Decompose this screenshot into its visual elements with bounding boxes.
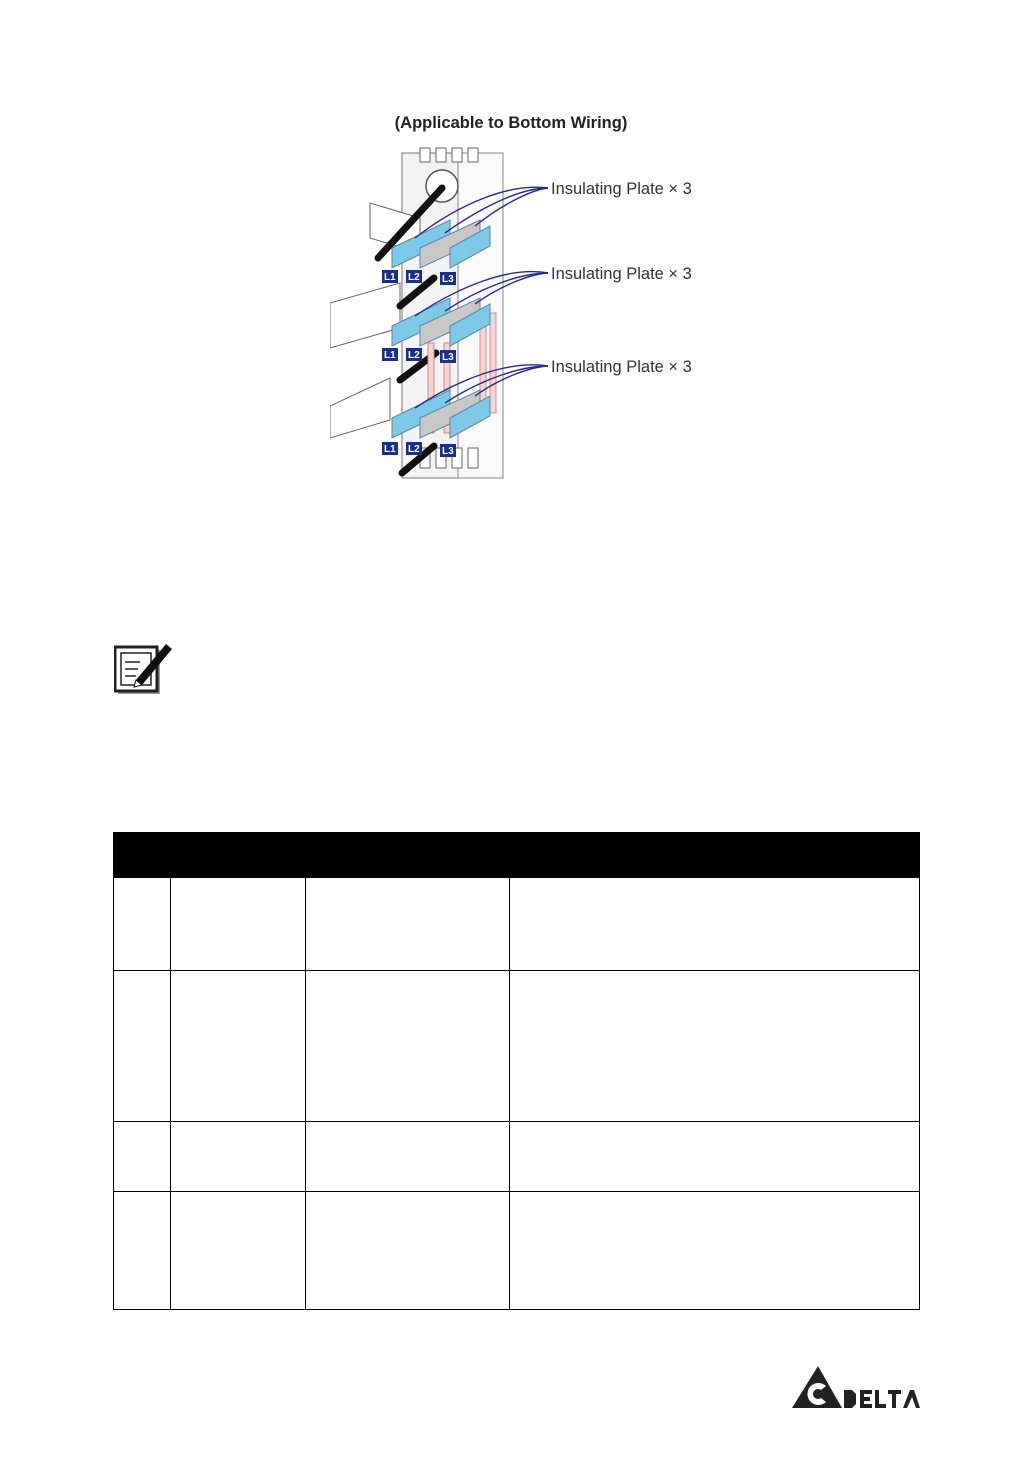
table-cell (510, 1192, 920, 1310)
phase-label-l2: L2 (408, 350, 420, 361)
bottom-wiring-diagram (330, 108, 705, 483)
table-row (114, 971, 920, 1122)
note-pencil-icon (114, 642, 176, 696)
table-cell (306, 1122, 510, 1192)
callout-insulating-plate-middle: Insulating Plate × 3 (551, 265, 692, 283)
table-cell (510, 878, 920, 971)
phase-label-l1: L1 (384, 444, 396, 455)
phase-label-l2: L2 (408, 444, 420, 455)
table-cell (306, 971, 510, 1122)
figure-title: (Applicable to Bottom Wiring) (394, 114, 628, 132)
phase-label-l3: L3 (442, 446, 454, 457)
table-header-row (114, 833, 920, 878)
table-cell (306, 1192, 510, 1310)
table-cell (510, 971, 920, 1122)
phase-label-l1: L1 (384, 272, 396, 283)
spec-table (113, 832, 920, 1310)
table-cell (114, 878, 171, 971)
table-row (114, 1122, 920, 1192)
table-cell (306, 878, 510, 971)
table-cell (171, 971, 306, 1122)
table-cell (114, 971, 171, 1122)
table-row (114, 878, 920, 971)
phase-label-l3: L3 (442, 352, 454, 363)
delta-logo-icon (790, 1364, 922, 1412)
table-header-cell (510, 833, 920, 878)
table-cell (171, 878, 306, 971)
table-header-cell (114, 833, 171, 878)
table-cell (510, 1122, 920, 1192)
phase-label-l3: L3 (442, 274, 454, 285)
table-header-cell (306, 833, 510, 878)
table-cell (171, 1122, 306, 1192)
table-cell (114, 1192, 171, 1310)
callout-insulating-plate-top: Insulating Plate × 3 (551, 180, 692, 198)
table-header-cell (171, 833, 306, 878)
table-cell (114, 1122, 171, 1192)
table-cell (171, 1192, 306, 1310)
phase-label-l2: L2 (408, 272, 420, 283)
phase-label-l1: L1 (384, 350, 396, 361)
table-row (114, 1192, 920, 1310)
callout-insulating-plate-bottom: Insulating Plate × 3 (551, 358, 692, 376)
